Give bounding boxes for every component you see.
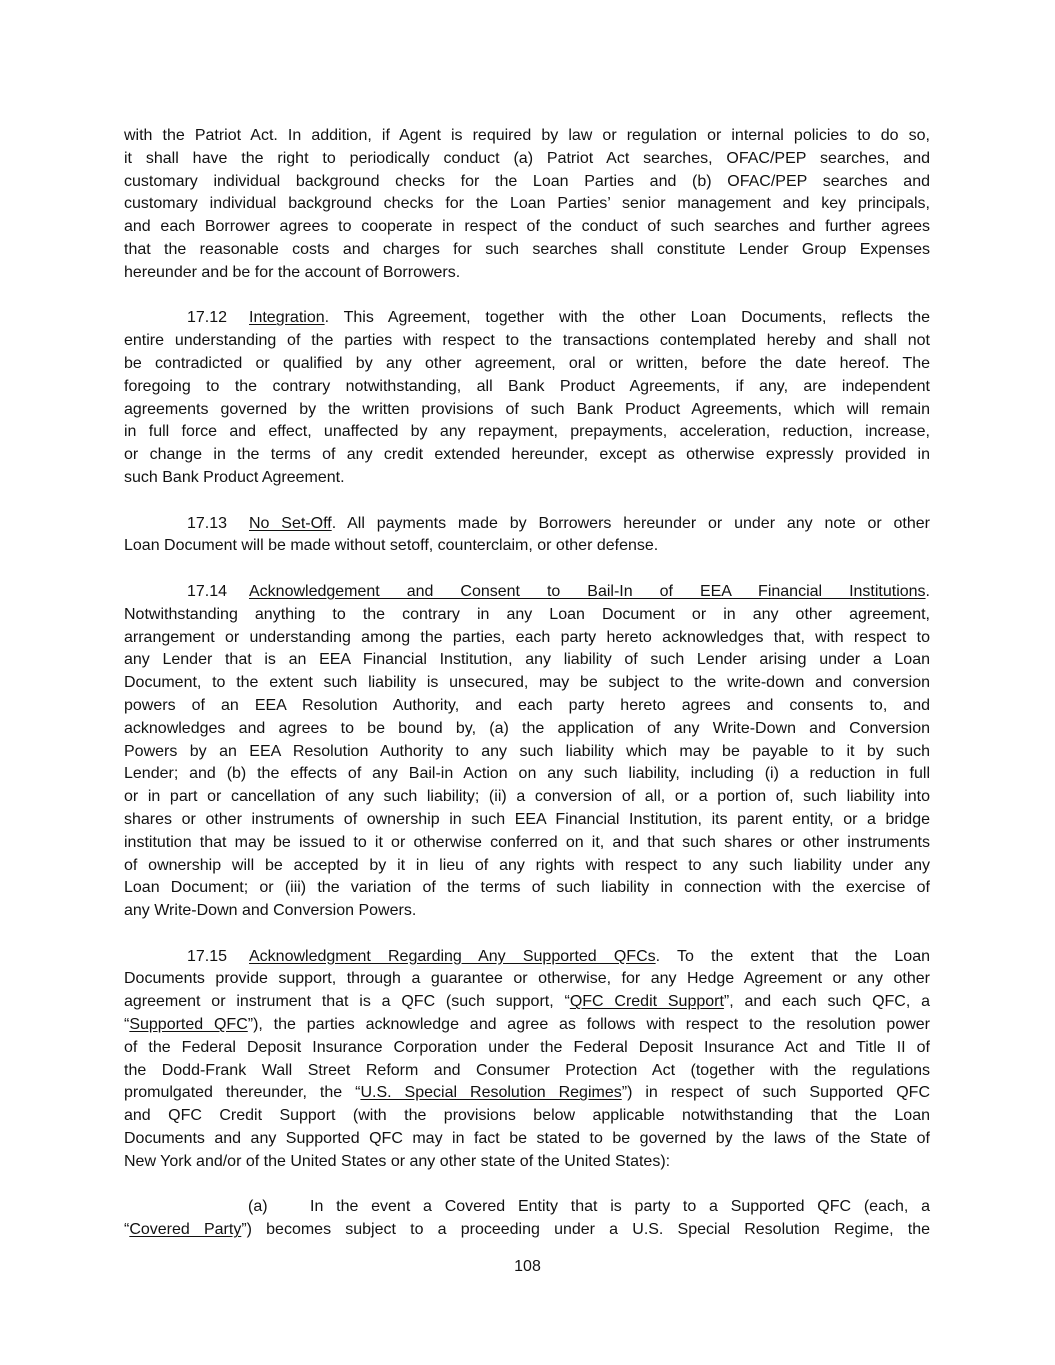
text-run: Loan Document; or (iii) the variation of the terms of such liability in connection with the exercise of	[124, 879, 930, 897]
text-line	[124, 718, 930, 741]
text-line	[124, 832, 930, 855]
text-line	[124, 1219, 930, 1242]
text-run: shares or other instruments of ownership in such EEA Financial Institution, its parent entity, or a bridge	[124, 810, 930, 828]
document-body	[124, 125, 930, 1265]
text-run: New York and/or of the United States or any other state of the United States):	[124, 1152, 671, 1170]
text-line	[124, 239, 930, 262]
defined-term-underlined: Covered Party	[129, 1221, 242, 1239]
page-number: 108	[514, 1258, 541, 1275]
text-run: hereunder and be for the account of Borrowers.	[124, 263, 461, 281]
text-run: Documents provide support, through a guarantee or otherwise, for any Hedge Agreement or any other	[124, 970, 930, 988]
text-run: be contradicted or qualified by any other agreement, oral or written, before the date hereof. The	[124, 354, 930, 372]
text-run: acknowledges and agrees to be bound by, (a) the application of any Write-Down and Conversion	[124, 719, 930, 737]
text-run: Document, to the extent such liability is unsecured, may be subject to the write-down and conversion	[124, 674, 930, 692]
text-run: agreements governed by the written provisions of such Bank Product Agreements, which will remain	[124, 400, 930, 418]
text-run: foregoing to the contrary notwithstanding, all Bank Product Agreements, if any, are independent	[124, 377, 930, 395]
paragraph	[124, 125, 930, 285]
paragraph	[124, 581, 930, 923]
defined-term-underlined: Supported QFC	[129, 1016, 248, 1034]
text-run: arrangement or understanding among the parties, each party hereto acknowledges that, with respect to	[124, 628, 930, 646]
text-line	[124, 1082, 930, 1105]
text-run: in full force and effect, unaffected by any repayment, prepayments, acceleration, reduction, increase,	[124, 423, 930, 441]
text-run: agreement or instrument that is a QFC (such support, “	[124, 993, 570, 1011]
text-line	[124, 627, 930, 650]
text-line	[124, 193, 930, 216]
text-run: institution that may be issued to it or otherwise conferred on it, and that such shares or other instruments	[124, 833, 930, 851]
defined-term-underlined: U.S. Special Resolution Regimes	[360, 1084, 622, 1102]
text-line	[124, 148, 930, 171]
text-line	[124, 695, 930, 718]
text-run: with the Patriot Act. In addition, if Agent is required by law or regulation or internal policies to do so,	[124, 127, 930, 144]
text-line	[124, 307, 930, 330]
text-run: Documents and any Supported QFC may in fact be stated to be governed by the laws of the State of	[124, 1130, 930, 1148]
text-run: Notwithstanding anything to the contrary in any Loan Document or in any other agreement,	[124, 605, 930, 623]
text-line	[124, 467, 930, 490]
paragraph	[124, 513, 930, 559]
text-run: and QFC Credit Support (with the provisions below applicable notwithstanding that the Loan	[124, 1107, 930, 1125]
text-run: customary individual background checks for the Loan Parties’ senior management and key principals,	[124, 195, 930, 213]
text-line	[124, 353, 930, 376]
text-run: any Lender that is an EEA Financial Institution, any liability of such Lender arising under a Loan	[124, 651, 930, 669]
section-number: 17.15	[187, 947, 228, 965]
text-line	[124, 991, 930, 1014]
text-line	[124, 1105, 930, 1128]
text-line	[124, 877, 930, 900]
text-line	[124, 330, 930, 353]
text-line	[124, 1037, 930, 1060]
section-number: 17.12	[187, 309, 228, 327]
paragraph	[124, 1196, 930, 1242]
defined-term-underlined: No Set-Off	[249, 514, 332, 532]
text-run: . This Agreement, together with the other Loan Documents, reflects the	[324, 309, 930, 327]
text-run: customary individual background checks for the Loan Parties and (b) OFAC/PEP searches and	[124, 172, 930, 190]
text-run: or in part or cancellation of any such liability; (ii) a conversion of all, or a portion of, such liability into	[124, 788, 930, 806]
text-line	[124, 604, 930, 627]
text-run: or change in the terms of any credit extended hereunder, except as otherwise expressly provided in	[124, 446, 930, 464]
text-run: . To the extent that the Loan	[655, 947, 931, 965]
text-line	[124, 809, 930, 832]
defined-term-underlined: Integration	[249, 309, 325, 327]
text-run: promulgated thereunder, the “	[124, 1084, 361, 1102]
text-line	[124, 399, 930, 422]
text-run: ”) becomes subject to a proceeding under a U.S. Special Resolution Regime, the	[241, 1221, 930, 1239]
text-run: Lender; and (b) the effects of any Bail-in Action on any such liability, including (i) a reduction in full	[124, 765, 930, 783]
text-line	[124, 171, 930, 194]
text-run: .	[925, 582, 930, 600]
text-line	[124, 535, 930, 558]
text-line	[124, 1196, 930, 1219]
text-run: such Bank Product Agreement.	[124, 468, 345, 486]
text-line	[124, 672, 930, 695]
text-line	[124, 855, 930, 878]
text-line	[124, 900, 930, 923]
section-number: 17.14	[187, 582, 228, 600]
text-run: ”) in respect of such Supported QFC	[621, 1084, 930, 1102]
text-line	[124, 376, 930, 399]
text-run: ”, and each such QFC, a	[723, 993, 930, 1011]
defined-term-underlined: QFC Credit Support	[569, 993, 724, 1011]
text-line	[124, 1014, 930, 1037]
text-run: of the Federal Deposit Insurance Corporation under the Federal Deposit Insurance Act and Title II of	[124, 1038, 930, 1056]
paragraph	[124, 946, 930, 1174]
text-line	[124, 581, 930, 604]
text-line	[124, 513, 930, 536]
text-run: that the reasonable costs and charges for such searches shall constitute Lender Group Expenses	[124, 240, 930, 258]
text-run: it shall have the right to periodically conduct (a) Patriot Act searches, OFAC/PEP searches, and	[124, 149, 930, 167]
text-line	[124, 262, 930, 285]
text-line	[124, 786, 930, 809]
text-run: and each Borrower agrees to cooperate in respect of the conduct of such searches and further agrees	[124, 218, 930, 236]
text-line	[124, 968, 930, 991]
text-run: Powers by an EEA Resolution Authority to any such liability which may be payable to it by such	[124, 742, 930, 760]
text-run: entire understanding of the parties with respect to the transactions contemplated hereby and shall not	[124, 332, 930, 350]
text-run: powers of an EEA Resolution Authority, and each party hereto agrees and consents to, and	[124, 696, 930, 714]
text-line	[124, 421, 930, 444]
text-line	[124, 946, 930, 969]
text-line	[124, 763, 930, 786]
text-run: the Dodd-Frank Wall Street Reform and Consumer Protection Act (together with the regulations	[124, 1061, 930, 1079]
text-line	[124, 444, 930, 467]
text-run: In the event a Covered Entity that is party to a Supported QFC (each, a	[310, 1198, 930, 1216]
text-run: “	[124, 1221, 130, 1239]
paragraph	[124, 307, 930, 489]
text-run: any Write-Down and Conversion Powers.	[124, 902, 417, 920]
text-line	[124, 741, 930, 764]
text-run: “	[124, 1016, 130, 1034]
section-number: 17.13	[187, 514, 228, 532]
defined-term-underlined: Acknowledgement and Consent to Bail-In of EEA Financial Institutions	[249, 582, 926, 600]
text-line	[124, 1128, 930, 1151]
text-line	[124, 125, 930, 148]
text-line	[124, 1060, 930, 1083]
text-run: of ownership will be accepted by it in lieu of any rights with respect to any such liability under any	[124, 856, 930, 874]
text-line	[124, 649, 930, 672]
text-run: . All payments made by Borrowers hereunder or under any note or other	[331, 514, 930, 532]
text-line	[124, 1151, 930, 1174]
text-line	[124, 216, 930, 239]
section-number: (a)	[248, 1198, 268, 1216]
text-run: Loan Document will be made without setoff, counterclaim, or other defense.	[124, 537, 659, 555]
text-run: ”), the parties acknowledge and agree as follows with respect to the resolution power	[247, 1016, 931, 1034]
defined-term-underlined: Acknowledgment Regarding Any Supported QFCs	[249, 947, 656, 965]
